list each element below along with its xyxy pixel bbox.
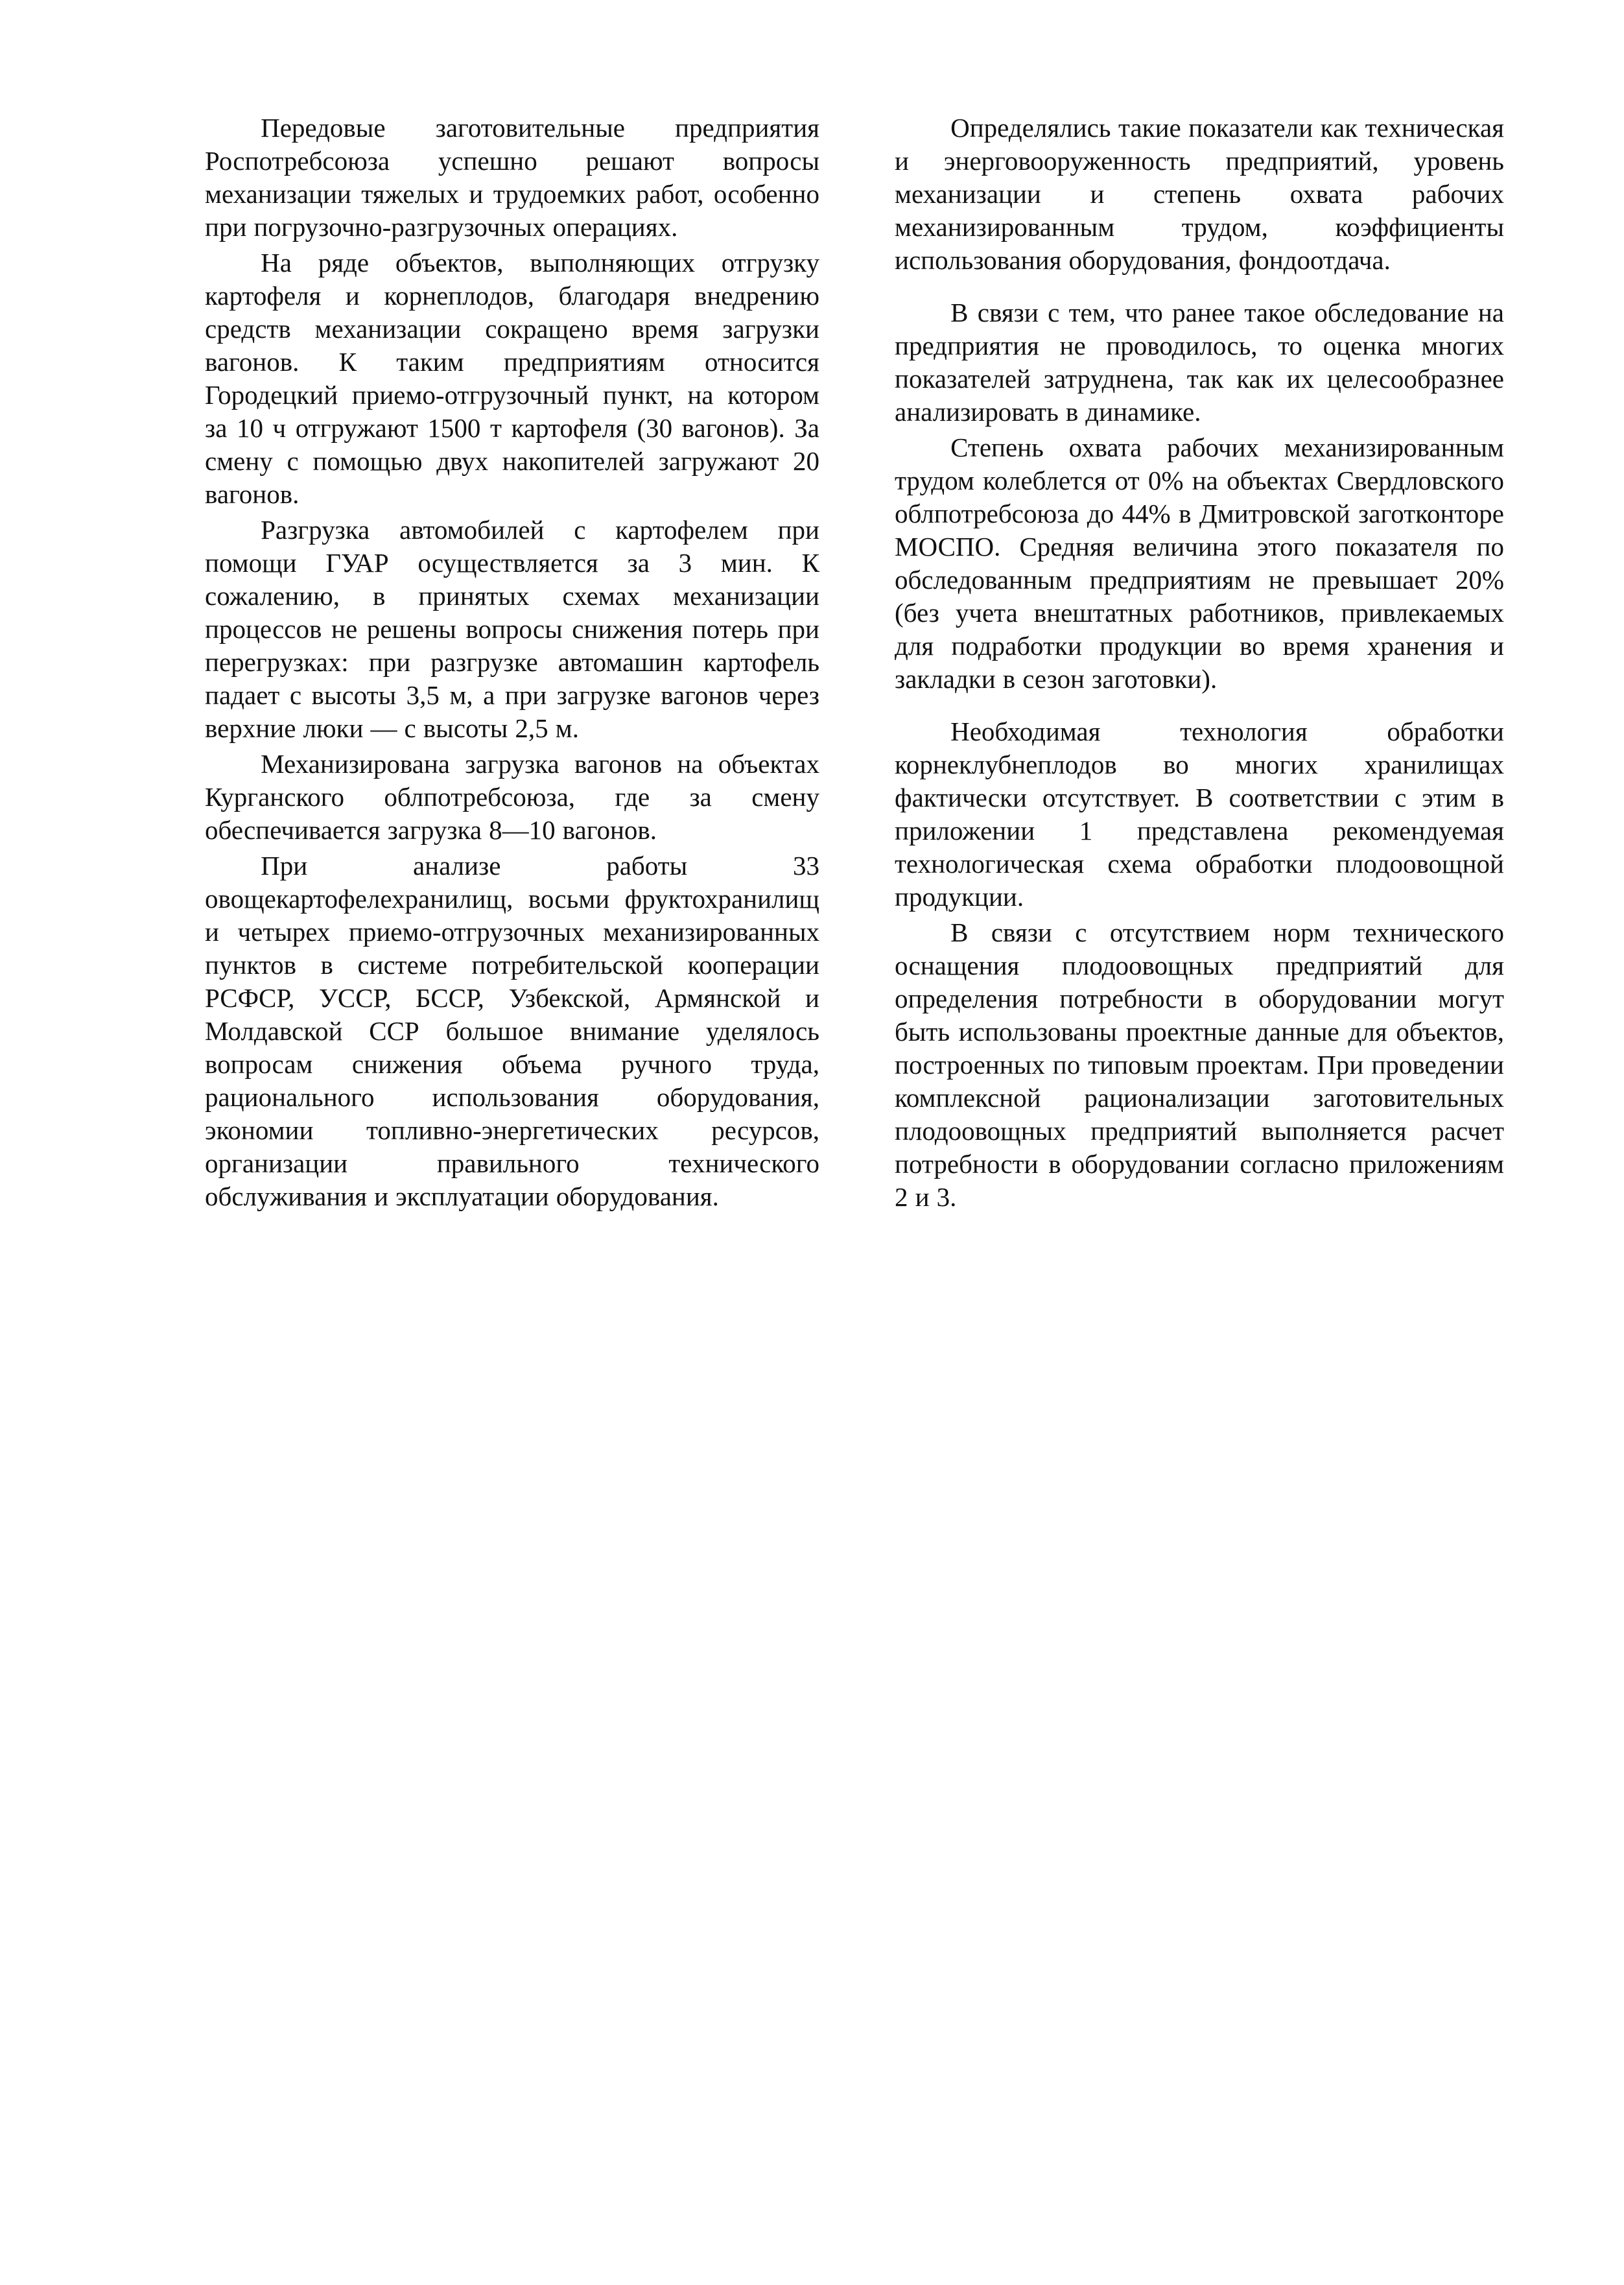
paragraph-procurement-enterprises: Передовые заготовительные предприятия Роспотребсоюза успешно решают вопросы механизации тяжелых и трудоемких работ, особенно при погрузочно-разгрузочных операциях. [205, 113, 819, 242]
paragraph-kurgan-loading: Механизирована загрузка вагонов на объектах Курганского облпотребсоюза, где за смену обеспечивается загрузка 8—10 вагонов. [205, 749, 819, 845]
paragraph-processing-technology: Необходимая технология обработки корнеклубнеплодов во многих хранилищах фактически отсутствует. В соответствии с этим в приложении 1 представлена рекомендуемая технологическая схема обработки плодоовощной продукции. [895, 716, 1504, 912]
paragraph-indicators: Определялись такие показатели как техническая и энерговооруженность предприятий, уровень механизации и степень охвата рабочих механизированным трудом, коэффициенты использования оборудования, фондоотдача. [895, 113, 1504, 275]
right-text-column [895, 112, 1504, 1214]
paragraph-truck-unloading: Разгрузка автомобилей с картофелем при помощи ГУАР осуществляется за 3 мин. К сожалению, в принятых схемах механизации процессов не решены вопросы снижения потерь при перегрузках: при разгрузке автомашин картофель падает с высоты 3,5 м, а при загрузке вагонов через верхние люки — с высоты 2,5 м. [205, 515, 819, 743]
paragraph-survey-dynamics: В связи с тем, что ранее такое обследование на предприятия не проводилось, то оценка многих показателей затруднена, так как их целесообразнее анализировать в динамике. [895, 298, 1504, 427]
left-text-column [205, 112, 819, 1213]
paragraph-storage-analysis: При анализе работы 33 овощекартофелехранилищ, восьми фруктохранилищ и четырех приемо-отгрузочных механизированных пунктов в системе потребительской кооперации РСФСР, УССР, БССР, Узбекской, Армянской и Молдавской ССР большое внимание уделялось вопросам снижения объема ручного труда, рационального использования оборудования, экономии топливно-энергетических ресурсов, организации правильного технического обслуживания и эксплуатации оборудования. [205, 851, 819, 1211]
paragraph-equipment-norms: В связи с отсутствием норм технического оснащения плодоовощных предприятий для определения потребности в оборудовании могут быть использованы проектные данные для объектов, построенных по типовым проектам. При проведении комплексной рационализации заготовительных плодоовощных предприятий выполняется расчет потребности в оборудовании согласно приложениям 2 и 3. [895, 918, 1504, 1212]
paragraph-mechanization-coverage: Степень охвата рабочих механизированным трудом колеблется от 0% на объектах Свердловского облпотребсоюза до 44% в Дмитровской заготконторе МОСПО. Средняя величина этого показателя по обследованным предприятиям не превышает 20% (без учета внештатных работников, привлекаемых для подработки продукции во время хранения и закладки в сезон заготовки). [895, 432, 1504, 694]
paragraph-potato-loading: На ряде объектов, выполняющих отгрузку картофеля и корнеплодов, благодаря внедрению средств механизации сокращено время загрузки вагонов. К таким предприятиям относится Городецкий приемо-отгрузочный пункт, на котором за 10 ч отгружают 1500 т картофеля (30 вагонов). За смену с помощью двух накопителей загружают 20 вагонов. [205, 248, 819, 509]
